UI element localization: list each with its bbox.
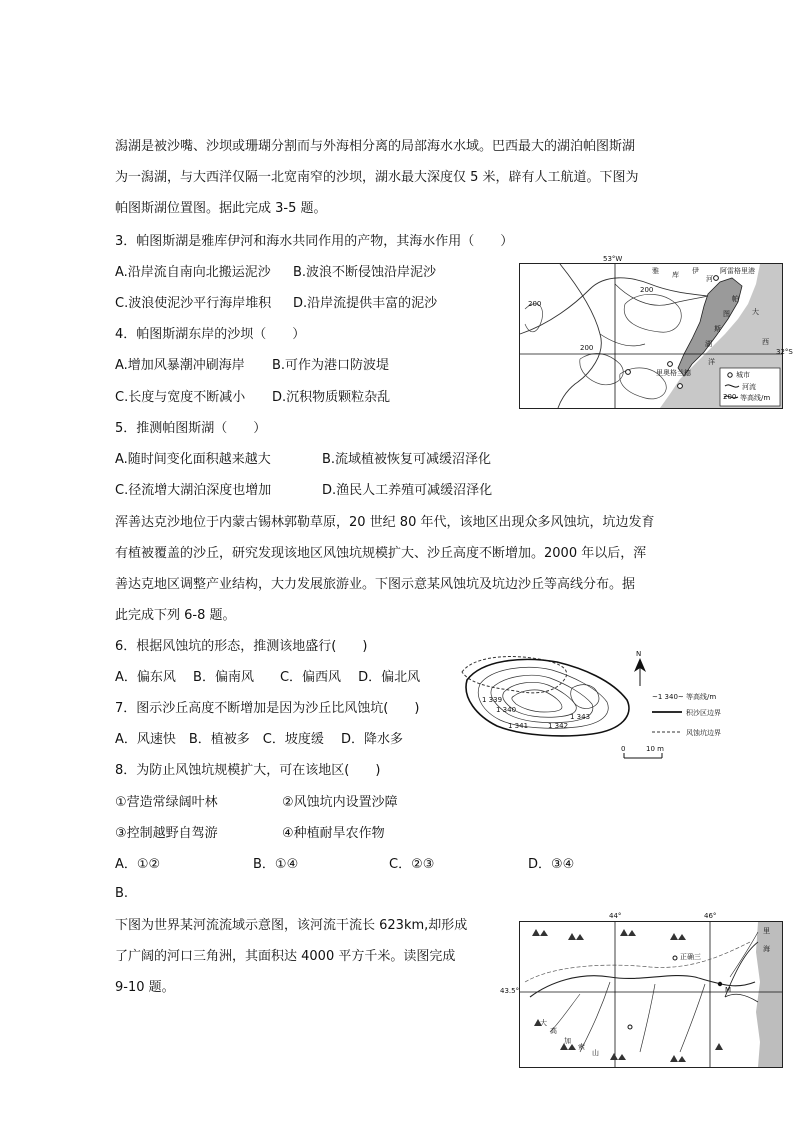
- map2-scale-0: 0: [621, 745, 626, 753]
- q4-option-d: D.沉积物质颗粒杂乱: [272, 390, 391, 405]
- map1-ocean-char-2: 西: [762, 338, 769, 346]
- q5-option-a: A.随时间变化面积越来越大: [115, 452, 271, 467]
- map1-legend-river: 河流: [742, 383, 756, 391]
- map1-contour-label-b: 200: [640, 286, 654, 294]
- q8-item-2: ②风蚀坑内设置沙障: [282, 795, 398, 810]
- q8-option-d: D．③④: [528, 857, 575, 872]
- tributary-3: [680, 984, 705, 1052]
- q7-options: A．风速快 B．植被多 C．坡度缓 D．降水多: [115, 732, 404, 747]
- map2-legend-dune: 积沙区边界: [686, 709, 721, 717]
- q8-item-1: ①营造常绿阔叶林: [115, 795, 218, 810]
- legend-city-icon: [728, 373, 732, 377]
- map2-contour-1341: 1 341: [508, 722, 529, 730]
- map1-river-char-1: 雅: [652, 267, 659, 275]
- q8-option-a: A．①②: [115, 857, 161, 872]
- map3-range-char-1: 大: [540, 1019, 547, 1027]
- map3-city: 正确三: [680, 953, 701, 961]
- q3-stem: 3．帕图斯湖是雅库伊河和海水共同作用的产物，其海水作用（ ）: [115, 234, 514, 249]
- map1-contour-label-c: 200: [580, 344, 594, 352]
- passage1-line-3: 帕图斯湖位置图。据此完成 3-5 题。: [115, 201, 327, 216]
- map3-lon-label-1: 44°: [609, 912, 622, 920]
- q8-answer: B.: [115, 886, 129, 901]
- q4-option-a: A.增加风暴潮冲刷海岸: [115, 358, 245, 373]
- river-1: [520, 278, 708, 334]
- river-4: [600, 334, 645, 346]
- q5-option-b: B.流域植被恢复可减缓沼泽化: [322, 452, 492, 467]
- city-mid-marker: [668, 362, 673, 367]
- map1-lake-char-3: 斯: [714, 325, 721, 333]
- map1-city-north: 阿雷格里港: [720, 267, 755, 275]
- map1-lat-label: 32°S: [776, 348, 793, 356]
- map1-river-char-4: 河: [706, 275, 713, 283]
- map3-range-char-3: 加: [564, 1037, 571, 1045]
- passage2-line-2: 有植被覆盖的沙丘，研究发现该地区风蚀坑规模扩大、沙丘高度不断增加。2000 年以后，浑: [115, 546, 647, 561]
- passage3-line-2: 了广阔的河口三角洲，其面积达 4000 平方千米。读图完成: [115, 949, 456, 964]
- map1-ocean-char-1: 大: [752, 308, 759, 316]
- q3-option-a: A.沿岸流自南向北搬运泥沙: [115, 265, 271, 280]
- map2-scale-10: 10 m: [646, 745, 664, 753]
- map3-range-char-5: 山: [592, 1049, 599, 1057]
- city-marker-north: [673, 956, 677, 960]
- q7-stem: 7．图示沙丘高度不断增加是因为沙丘比风蚀坑( ): [115, 701, 420, 716]
- delta-branch-1: [725, 994, 758, 1002]
- q8-option-c: C．②③: [389, 857, 435, 872]
- map1-lake-char-1: 帕: [732, 295, 739, 303]
- map1-lake-char-4: 湖: [705, 340, 712, 348]
- tributary-2: [640, 984, 655, 1052]
- map1-river-char-3: 伊: [692, 267, 699, 275]
- city-south-marker: [678, 384, 683, 389]
- passage1-line-2: 为一潟湖，与大西洋仅隔一北宽南窄的沙坝，湖水最大深度仅 5 米，辟有人工航道。下图为: [115, 170, 639, 185]
- q3-option-d: D.沿岸流提供丰富的泥沙: [293, 296, 438, 311]
- river-mouth-marker: [718, 982, 722, 986]
- passage1-line-1: 潟湖是被沙嘴、沙坝或珊瑚分割而与外海相分离的局部海水水域。巴西最大的湖泊帕图斯湖: [115, 139, 636, 154]
- q8-item-4: ④种植耐旱农作物: [282, 826, 385, 841]
- map1-ocean-char-3: 洋: [708, 358, 715, 366]
- map2-contour-1342: 1 342: [548, 722, 569, 730]
- patos-lagoon-map: [519, 255, 783, 409]
- passage2-line-3: 善达克地区调整产业结构，大力发展旅游业。下图示意某风蚀坑及坑边沙丘等高线分布。据: [115, 577, 636, 592]
- q4-option-b: B.可作为港口防波堤: [272, 358, 390, 373]
- map3-mouth-label: M: [725, 986, 732, 994]
- q4-stem: 4．帕图斯湖东岸的沙坝（ ）: [115, 327, 306, 342]
- passage2-line-1: 浑善达克沙地位于内蒙古锡林郭勒草原，20 世纪 80 年代，该地区出现众多风蚀坑，坑边发育: [115, 515, 655, 530]
- delta-branch-3: [730, 932, 758, 977]
- map1-city-south: 里奥格兰德: [656, 369, 691, 377]
- map1-lake-char-2: 图: [723, 310, 730, 318]
- map1-lon-label: 53°W: [603, 255, 623, 263]
- map2-legend-contour: ~1 340~ 等高线/m: [652, 693, 717, 701]
- map3-sea-char-1: 里: [763, 927, 770, 935]
- q3-option-c: C.波浪使泥沙平行海岸堆积: [115, 296, 272, 311]
- city-marker-south: [628, 1025, 632, 1029]
- map2-contour-1343: 1 343: [570, 713, 591, 721]
- city-west-marker: [626, 370, 631, 375]
- map2-contour-1339: 1 339: [482, 696, 503, 704]
- map3-range-char-2: 高: [550, 1027, 557, 1035]
- map2-legend-pit: 风蚀坑边界: [686, 729, 721, 737]
- q8-option-b: B．①④: [253, 857, 299, 872]
- map1-legend-contour: 等高线/m: [740, 394, 771, 402]
- map3-lon-label-2: 46°: [704, 912, 717, 920]
- map1-contour-label-a: 200: [528, 300, 542, 308]
- contour-200-b: [624, 294, 681, 332]
- contour-200-c: [580, 354, 623, 385]
- q5-stem: 5．推测帕图斯湖（ ）: [115, 421, 267, 436]
- blowout-pit-figure: [452, 650, 782, 765]
- river-2: [558, 264, 601, 408]
- city-north-marker: [714, 276, 719, 281]
- q5-option-c: C.径流增大湖泊深度也增加: [115, 483, 272, 498]
- q6-stem: 6．根据风蚀坑的形态，推测该地盛行( ): [115, 639, 368, 654]
- mountain-icons: [532, 929, 723, 1062]
- map2-north-label: N: [636, 650, 642, 658]
- q6-options: A．偏东风 B．偏南风 C．偏西风 D．偏北风: [115, 670, 421, 685]
- map2-contour-1340: 1 340: [496, 706, 517, 714]
- map3-sea-char-2: 海: [763, 945, 770, 953]
- passage3-line-1: 下图为世界某河流流域示意图，该河流干流长 623km,却形成: [115, 918, 468, 933]
- passage2-line-4: 此完成下列 6-8 题。: [115, 608, 236, 623]
- q8-stem: 8．为防止风蚀坑规模扩大，可在该地区( ): [115, 763, 381, 778]
- map1-legend-city: 城市: [736, 371, 750, 379]
- river-basin-map: [519, 921, 783, 1068]
- map3-lat-label: 43.5°: [500, 987, 520, 995]
- basin-boundary-north: [525, 942, 750, 982]
- q8-item-3: ③控制越野自驾游: [115, 826, 218, 841]
- q4-option-c: C.长度与宽度不断减小: [115, 390, 246, 405]
- main-river: [530, 976, 755, 997]
- q3-option-b: B.波浪不断侵蚀沿岸泥沙: [293, 265, 437, 280]
- passage3-line-3: 9-10 题。: [115, 980, 175, 995]
- map1-legend-contour-value: 200: [723, 393, 737, 401]
- map1-river-char-2: 库: [672, 271, 679, 279]
- q5-option-d: D.渔民人工养殖可减缓沼泽化: [322, 483, 493, 498]
- map3-range-char-4: 索: [578, 1043, 585, 1051]
- pit-boundary: [462, 657, 567, 693]
